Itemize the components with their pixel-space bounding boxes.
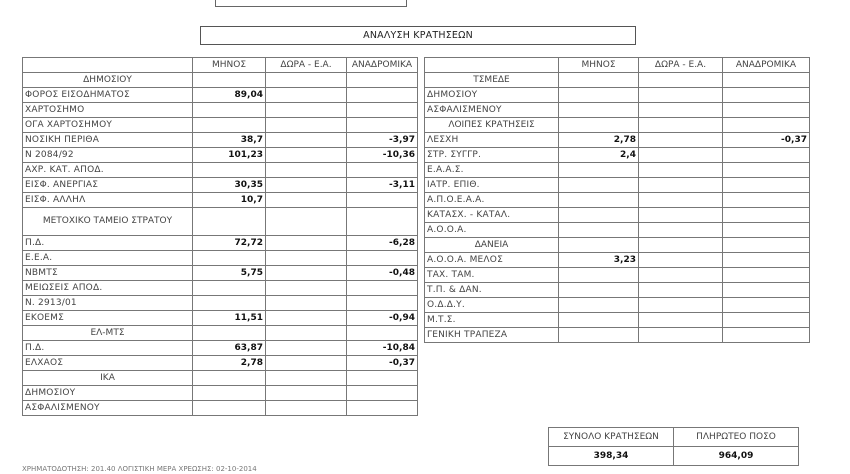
- months-value: [193, 371, 266, 386]
- retro-value: -10,36: [347, 148, 418, 163]
- row-label: ΛΟΙΠΕΣ ΚΡΑΤΗΣΕΙΣ: [425, 118, 559, 133]
- right-header-row: [425, 58, 810, 73]
- row-label: ΚΑΤΑΣΧ. - ΚΑΤΑΛ.: [425, 208, 559, 223]
- table-row: [23, 251, 418, 266]
- retro-value: [723, 193, 810, 208]
- row-label: ΔΗΜΟΣΙΟΥ: [23, 386, 193, 401]
- months-value: 72,72: [193, 236, 266, 251]
- row-label: ΣΤΡ. ΣΥΓΓΡ.: [425, 148, 559, 163]
- row-label: ΜΕΙΩΣΕΙΣ ΑΠΟΔ.: [23, 281, 193, 296]
- row-label: Α.Π.Ο.Ε.Α.Α.: [425, 193, 559, 208]
- payable-amount-label: ΠΛΗΡΩΤΕΟ ΠΟΣΟ: [674, 428, 799, 447]
- row-label: Ε.Α.Α.Σ.: [425, 163, 559, 178]
- months-value: [559, 268, 639, 283]
- table-row: [425, 103, 810, 118]
- dora-value: [266, 133, 347, 148]
- dora-value: [639, 193, 723, 208]
- dora-value: [639, 313, 723, 328]
- row-label: Π.Δ.: [23, 236, 193, 251]
- row-label: ΛΕΣΧΗ: [425, 133, 559, 148]
- months-value: 30,35: [193, 178, 266, 193]
- months-value: [559, 88, 639, 103]
- summary-label-row: [549, 428, 799, 447]
- table-row: [425, 313, 810, 328]
- months-value: [193, 386, 266, 401]
- months-value: 63,87: [193, 341, 266, 356]
- payable-amount-value: 964,09: [674, 447, 799, 466]
- dora-value: [639, 133, 723, 148]
- dora-value: [266, 371, 347, 386]
- row-label: ΑΧΡ. ΚΑΤ. ΑΠΟΔ.: [23, 163, 193, 178]
- dora-value: [639, 73, 723, 88]
- months-value: [559, 178, 639, 193]
- row-label: ΕΛ-ΜΤΣ: [23, 326, 193, 341]
- retro-value: [723, 283, 810, 298]
- row-label: ΧΑΡΤΟΣΗΜΟ: [23, 103, 193, 118]
- retro-value: [347, 296, 418, 311]
- row-label: ΑΣΦΑΛΙΣΜΕΝΟΥ: [23, 401, 193, 416]
- table-row: [425, 193, 810, 208]
- months-value: 3,23: [559, 253, 639, 268]
- retro-value: [347, 401, 418, 416]
- months-value: [559, 193, 639, 208]
- months-value: 11,51: [193, 311, 266, 326]
- retro-value: [347, 251, 418, 266]
- retro-value: [723, 118, 810, 133]
- table-row: [23, 281, 418, 296]
- months-value: [193, 163, 266, 178]
- months-value: [193, 281, 266, 296]
- row-label: ΙΚΑ: [23, 371, 193, 386]
- retro-value: [723, 103, 810, 118]
- table-row: [23, 326, 418, 341]
- row-label: ΤΣΜΕΔΕ: [425, 73, 559, 88]
- table-row: [23, 163, 418, 178]
- row-label: ΝΟΣΙΚΗ ΠΕΡΙΘΑ: [23, 133, 193, 148]
- retro-value: [347, 208, 418, 236]
- dora-value: [266, 401, 347, 416]
- right-header-dora: ΔΩΡΑ - Ε.Α.: [639, 58, 723, 73]
- months-value: 89,04: [193, 88, 266, 103]
- summary-table: [548, 427, 799, 466]
- months-value: [559, 163, 639, 178]
- retro-value: [723, 163, 810, 178]
- months-value: [193, 251, 266, 266]
- months-value: [193, 401, 266, 416]
- dora-value: [266, 251, 347, 266]
- row-label: ΕΙΣΦ. ΑΛΛΗΛ: [23, 193, 193, 208]
- row-label: ΟΓΑ ΧΑΡΤΟΣΗΜΟΥ: [23, 118, 193, 133]
- table-row: [23, 133, 418, 148]
- retro-value: [723, 238, 810, 253]
- retro-value: [347, 386, 418, 401]
- row-label: ΕΙΣΦ. ΑΝΕΡΓΙΑΣ: [23, 178, 193, 193]
- table-row: [425, 283, 810, 298]
- table-row: [23, 401, 418, 416]
- retro-value: [347, 193, 418, 208]
- table-row: [23, 236, 418, 251]
- months-value: 101,23: [193, 148, 266, 163]
- row-label: Μ.Τ.Σ.: [425, 313, 559, 328]
- months-value: [559, 313, 639, 328]
- row-label: ΜΕΤΟΧΙΚΟ ΤΑΜΕΙΟ ΣΤΡΑΤΟΥ: [23, 208, 193, 236]
- table-row: [425, 223, 810, 238]
- dora-value: [266, 386, 347, 401]
- dora-value: [639, 253, 723, 268]
- retro-value: [347, 118, 418, 133]
- retro-value: [347, 281, 418, 296]
- table-row: [425, 148, 810, 163]
- retro-value: [723, 88, 810, 103]
- row-label: Ε.Ε.Α.: [23, 251, 193, 266]
- table-row: [23, 118, 418, 133]
- table-row: [23, 341, 418, 356]
- table-row: [425, 298, 810, 313]
- top-table-fragment: [215, 0, 407, 7]
- right-header-blank: [425, 58, 559, 73]
- retro-value: -6,28: [347, 236, 418, 251]
- row-label: Α.Ο.Ο.Α.: [425, 223, 559, 238]
- row-label: ΔΗΜΟΣΙΟΥ: [425, 88, 559, 103]
- dora-value: [639, 163, 723, 178]
- row-label: ΤΑΧ. ΤΑΜ.: [425, 268, 559, 283]
- row-label: Τ.Π. & ΔΑΝ.: [425, 283, 559, 298]
- row-label: ΝΒΜΤΣ: [23, 266, 193, 281]
- months-value: [559, 103, 639, 118]
- dora-value: [639, 223, 723, 238]
- left-header-retro: ΑΝΑΔΡΟΜΙΚΑ: [347, 58, 418, 73]
- dora-value: [266, 73, 347, 88]
- row-label: ΙΑΤΡ. ΕΠΙΘ.: [425, 178, 559, 193]
- table-row: [23, 371, 418, 386]
- months-value: [559, 73, 639, 88]
- section-title: ΑΝΑΛΥΣΗ ΚΡΑΤΗΣΕΩΝ: [200, 26, 636, 45]
- dora-value: [266, 311, 347, 326]
- months-value: [193, 208, 266, 236]
- retro-value: [723, 268, 810, 283]
- retro-value: [723, 313, 810, 328]
- table-row: [23, 103, 418, 118]
- total-deductions-value: 398,34: [549, 447, 674, 466]
- left-header-dora: ΔΩΡΑ - Ε.Α.: [266, 58, 347, 73]
- left-table-body: [23, 73, 418, 416]
- dora-value: [266, 356, 347, 371]
- right-table-body: [425, 73, 810, 343]
- retro-value: [347, 326, 418, 341]
- dora-value: [639, 238, 723, 253]
- row-label: ΓΕΝΙΚΗ ΤΡΑΠΕΖΑ: [425, 328, 559, 343]
- dora-value: [639, 178, 723, 193]
- row-label: ΕΚΟΕΜΣ: [23, 311, 193, 326]
- months-value: 5,75: [193, 266, 266, 281]
- right-header-retro: ΑΝΑΔΡΟΜΙΚΑ: [723, 58, 810, 73]
- table-row: [425, 238, 810, 253]
- months-value: [559, 283, 639, 298]
- retro-value: [723, 178, 810, 193]
- retro-value: [723, 208, 810, 223]
- retro-value: [723, 328, 810, 343]
- dora-value: [266, 193, 347, 208]
- dora-value: [266, 208, 347, 236]
- dora-value: [639, 298, 723, 313]
- row-label: Α.Ο.Ο.Α. ΜΕΛΟΣ: [425, 253, 559, 268]
- dora-value: [266, 118, 347, 133]
- dora-value: [639, 88, 723, 103]
- months-value: 2,78: [193, 356, 266, 371]
- months-value: 10,7: [193, 193, 266, 208]
- months-value: [193, 73, 266, 88]
- row-label: ΔΗΜΟΣΙΟΥ: [23, 73, 193, 88]
- table-row: [23, 386, 418, 401]
- table-row: [425, 328, 810, 343]
- months-value: 2,78: [559, 133, 639, 148]
- months-value: [559, 208, 639, 223]
- table-row: [425, 253, 810, 268]
- summary-value-row: [549, 447, 799, 466]
- months-value: [193, 326, 266, 341]
- row-label: Ο.Δ.Δ.Υ.: [425, 298, 559, 313]
- dora-value: [266, 281, 347, 296]
- total-deductions-label: ΣΥΝΟΛΟ ΚΡΑΤΗΣΕΩΝ: [549, 428, 674, 447]
- row-label: ΕΛΧΑΟΣ: [23, 356, 193, 371]
- dora-value: [266, 296, 347, 311]
- table-row: [425, 133, 810, 148]
- retro-value: -0,48: [347, 266, 418, 281]
- dora-value: [639, 328, 723, 343]
- retro-value: [347, 88, 418, 103]
- table-row: [23, 178, 418, 193]
- dora-value: [266, 178, 347, 193]
- months-value: [559, 223, 639, 238]
- table-row: [23, 148, 418, 163]
- dora-value: [266, 236, 347, 251]
- dora-value: [639, 118, 723, 133]
- table-row: [23, 266, 418, 281]
- table-row: [425, 163, 810, 178]
- dora-value: [639, 208, 723, 223]
- dora-value: [266, 326, 347, 341]
- retro-value: [723, 253, 810, 268]
- dora-value: [266, 163, 347, 178]
- retro-value: -0,37: [347, 356, 418, 371]
- row-label: ΑΣΦΑΛΙΣΜΕΝΟΥ: [425, 103, 559, 118]
- left-header-months: ΜΗΝΟΣ: [193, 58, 266, 73]
- retro-value: -0,37: [723, 133, 810, 148]
- retro-value: [723, 298, 810, 313]
- dora-value: [266, 341, 347, 356]
- right-header-months: ΜΗΝΟΣ: [559, 58, 639, 73]
- table-row: [23, 296, 418, 311]
- retro-value: -0,94: [347, 311, 418, 326]
- retro-value: [723, 73, 810, 88]
- row-label: ΔΑΝΕΙΑ: [425, 238, 559, 253]
- dora-value: [639, 283, 723, 298]
- months-value: [559, 328, 639, 343]
- retro-value: [347, 103, 418, 118]
- table-row: [23, 88, 418, 103]
- left-header-blank: [23, 58, 193, 73]
- dora-value: [639, 148, 723, 163]
- table-row: [23, 73, 418, 88]
- months-value: [193, 103, 266, 118]
- retro-value: -3,97: [347, 133, 418, 148]
- dora-value: [266, 266, 347, 281]
- months-value: [559, 298, 639, 313]
- right-deductions-table: [424, 57, 810, 343]
- retro-value: -10,84: [347, 341, 418, 356]
- table-row: [425, 268, 810, 283]
- months-value: 38,7: [193, 133, 266, 148]
- table-row: [23, 311, 418, 326]
- dora-value: [639, 268, 723, 283]
- row-label: Ν 2084/92: [23, 148, 193, 163]
- retro-value: -3,11: [347, 178, 418, 193]
- dora-value: [639, 103, 723, 118]
- months-value: [559, 238, 639, 253]
- table-row: [23, 208, 418, 236]
- row-label: Π.Δ.: [23, 341, 193, 356]
- dora-value: [266, 148, 347, 163]
- months-value: [193, 118, 266, 133]
- table-row: [425, 88, 810, 103]
- retro-value: [347, 371, 418, 386]
- table-row: [23, 193, 418, 208]
- left-deductions-table: [22, 57, 418, 416]
- dora-value: [266, 103, 347, 118]
- table-row: [425, 178, 810, 193]
- table-row: [23, 356, 418, 371]
- table-row: [425, 208, 810, 223]
- footer-note: ΧΡΗΜΑΤΟΔΟΤΗΣΗ: 201.40 ΛΟΓΙΣΤΙΚΗ ΜΕΡΑ ΧΡΕΩΣΗΣ: 02-10-2014: [22, 465, 257, 473]
- left-header-row: [23, 58, 418, 73]
- months-value: [193, 296, 266, 311]
- row-label: Ν. 2913/01: [23, 296, 193, 311]
- months-value: [559, 118, 639, 133]
- retro-value: [723, 148, 810, 163]
- table-row: [425, 73, 810, 88]
- retro-value: [347, 163, 418, 178]
- table-row: [425, 118, 810, 133]
- dora-value: [266, 88, 347, 103]
- row-label: ΦΟΡΟΣ ΕΙΣΟΔΗΜΑΤΟΣ: [23, 88, 193, 103]
- retro-value: [723, 223, 810, 238]
- months-value: 2,4: [559, 148, 639, 163]
- retro-value: [347, 73, 418, 88]
